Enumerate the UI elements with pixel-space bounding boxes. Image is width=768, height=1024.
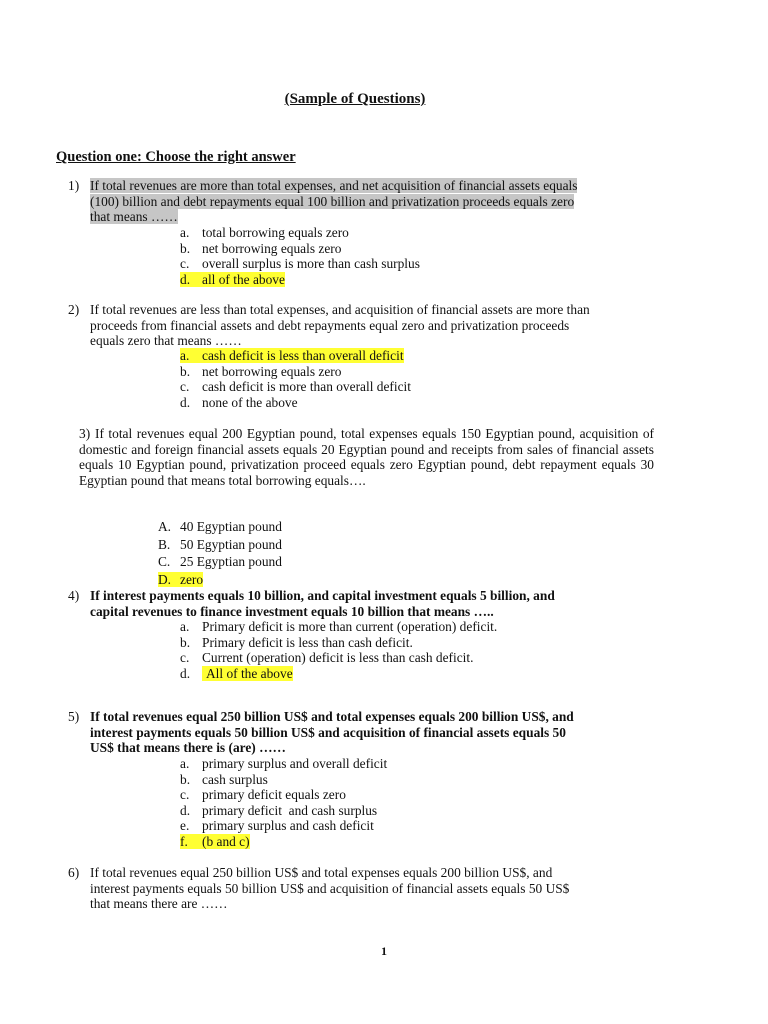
question-line: US$ that means there is (are) ……	[90, 740, 286, 756]
page-number: 1	[381, 944, 387, 958]
question-number: 5)	[68, 709, 80, 724]
question-line: If total revenues equal 250 billion US$ and total expenses equals 200 billion US$, and	[90, 709, 574, 724]
answer-option: b. net borrowing equals zero	[180, 240, 342, 256]
answer-options	[180, 348, 411, 410]
question-text	[90, 178, 650, 225]
question-line: interest payments equals 50 billion US$ and acquisition of financial assets equals 50	[90, 724, 566, 740]
answer-options	[180, 619, 497, 681]
question-line: interest payments equals 50 billion US$ and acquisition of financial assets equals 50 US$	[90, 880, 570, 896]
answer-option-correct: f. (b and c)	[180, 833, 250, 849]
answer-option: c. primary deficit equals zero	[180, 787, 346, 803]
answer-options	[180, 756, 387, 850]
question-number: 1)	[68, 178, 80, 193]
question-line: If interest payments equals 10 billion, and capital investment equals 5 billion, and	[90, 588, 555, 603]
question-line: capital revenues to finance investment equals 10 billion that means …..	[90, 603, 494, 619]
question-line: If total revenues equal 250 billion US$ and total expenses equals 200 billion US$, and	[90, 865, 553, 880]
answer-option: a. total borrowing equals zero	[180, 225, 349, 240]
answer-option: d. none of the above	[180, 394, 298, 410]
answer-option: b. cash surplus	[180, 771, 268, 787]
answer-options	[180, 225, 420, 287]
answer-option: a. Primary deficit is more than current (operation) deficit.	[180, 619, 498, 634]
answer-option: A. 40 Egyptian pound	[158, 519, 282, 534]
question-number: 6)	[68, 865, 80, 880]
question-text	[90, 588, 650, 619]
answer-option: c. overall surplus is more than cash surplus	[180, 256, 420, 272]
question-line: If total revenues are more than total expenses, and net acquisition of financial assets equals	[90, 178, 578, 193]
question-text	[90, 709, 650, 756]
answer-option: e. primary surplus and cash deficit	[180, 818, 374, 834]
question-line: If total revenues are less than total expenses, and acquisition of financial assets are more than	[90, 302, 590, 317]
answer-option: b. Primary deficit is less than cash deficit.	[180, 634, 413, 650]
answer-option-correct: a. cash deficit is less than overall deficit	[180, 348, 404, 363]
question-line: equals zero that means ……	[90, 333, 242, 349]
question-line: (100) billion and debt repayments equal 100 billion and privatization proceeds equals zero	[90, 193, 575, 209]
section-heading: Question one: Choose the right answer	[56, 149, 296, 165]
page-title: (Sample of Questions)	[284, 91, 426, 107]
answer-option: B. 50 Egyptian pound	[158, 536, 282, 552]
question-number: 2)	[68, 302, 80, 317]
question-text: If total revenues equal 200 Egyptian pound, total expenses equals 150 Egyptian pound, acquisition of domestic and foreign financial assets equals 20 Egyptian pound and receipts from sales of financial assets equals 10 Egyptian pound, privatization proceed equals zero Egyptian pound, debt repayment equals 30 Egyptian pound that means total borrowing equals….	[79, 426, 654, 488]
question-number: 4)	[68, 588, 80, 603]
question-line: that means there are ……	[90, 896, 228, 912]
answer-option-correct: d. All of the above	[180, 665, 293, 681]
question-text	[90, 302, 660, 349]
question-text	[90, 865, 650, 912]
answer-option: c. Current (operation) deficit is less than cash deficit.	[180, 650, 474, 666]
question-line: that means ……	[90, 209, 178, 225]
answer-option: b. net borrowing equals zero	[180, 363, 342, 379]
answer-option: d. primary deficit and cash surplus	[180, 802, 378, 818]
answer-option: c. cash deficit is more than overall deficit	[180, 379, 411, 395]
answer-options	[158, 518, 282, 588]
answer-option-correct: d. all of the above	[180, 271, 285, 287]
question-line: proceeds from financial assets and debt repayments equal zero and privatization proceeds	[90, 317, 570, 333]
answer-option: C. 25 Egyptian pound	[158, 554, 282, 570]
answer-option-correct: D. zero	[158, 571, 204, 587]
answer-option: a. primary surplus and overall deficit	[180, 756, 388, 771]
question-number: 3)	[79, 426, 91, 441]
